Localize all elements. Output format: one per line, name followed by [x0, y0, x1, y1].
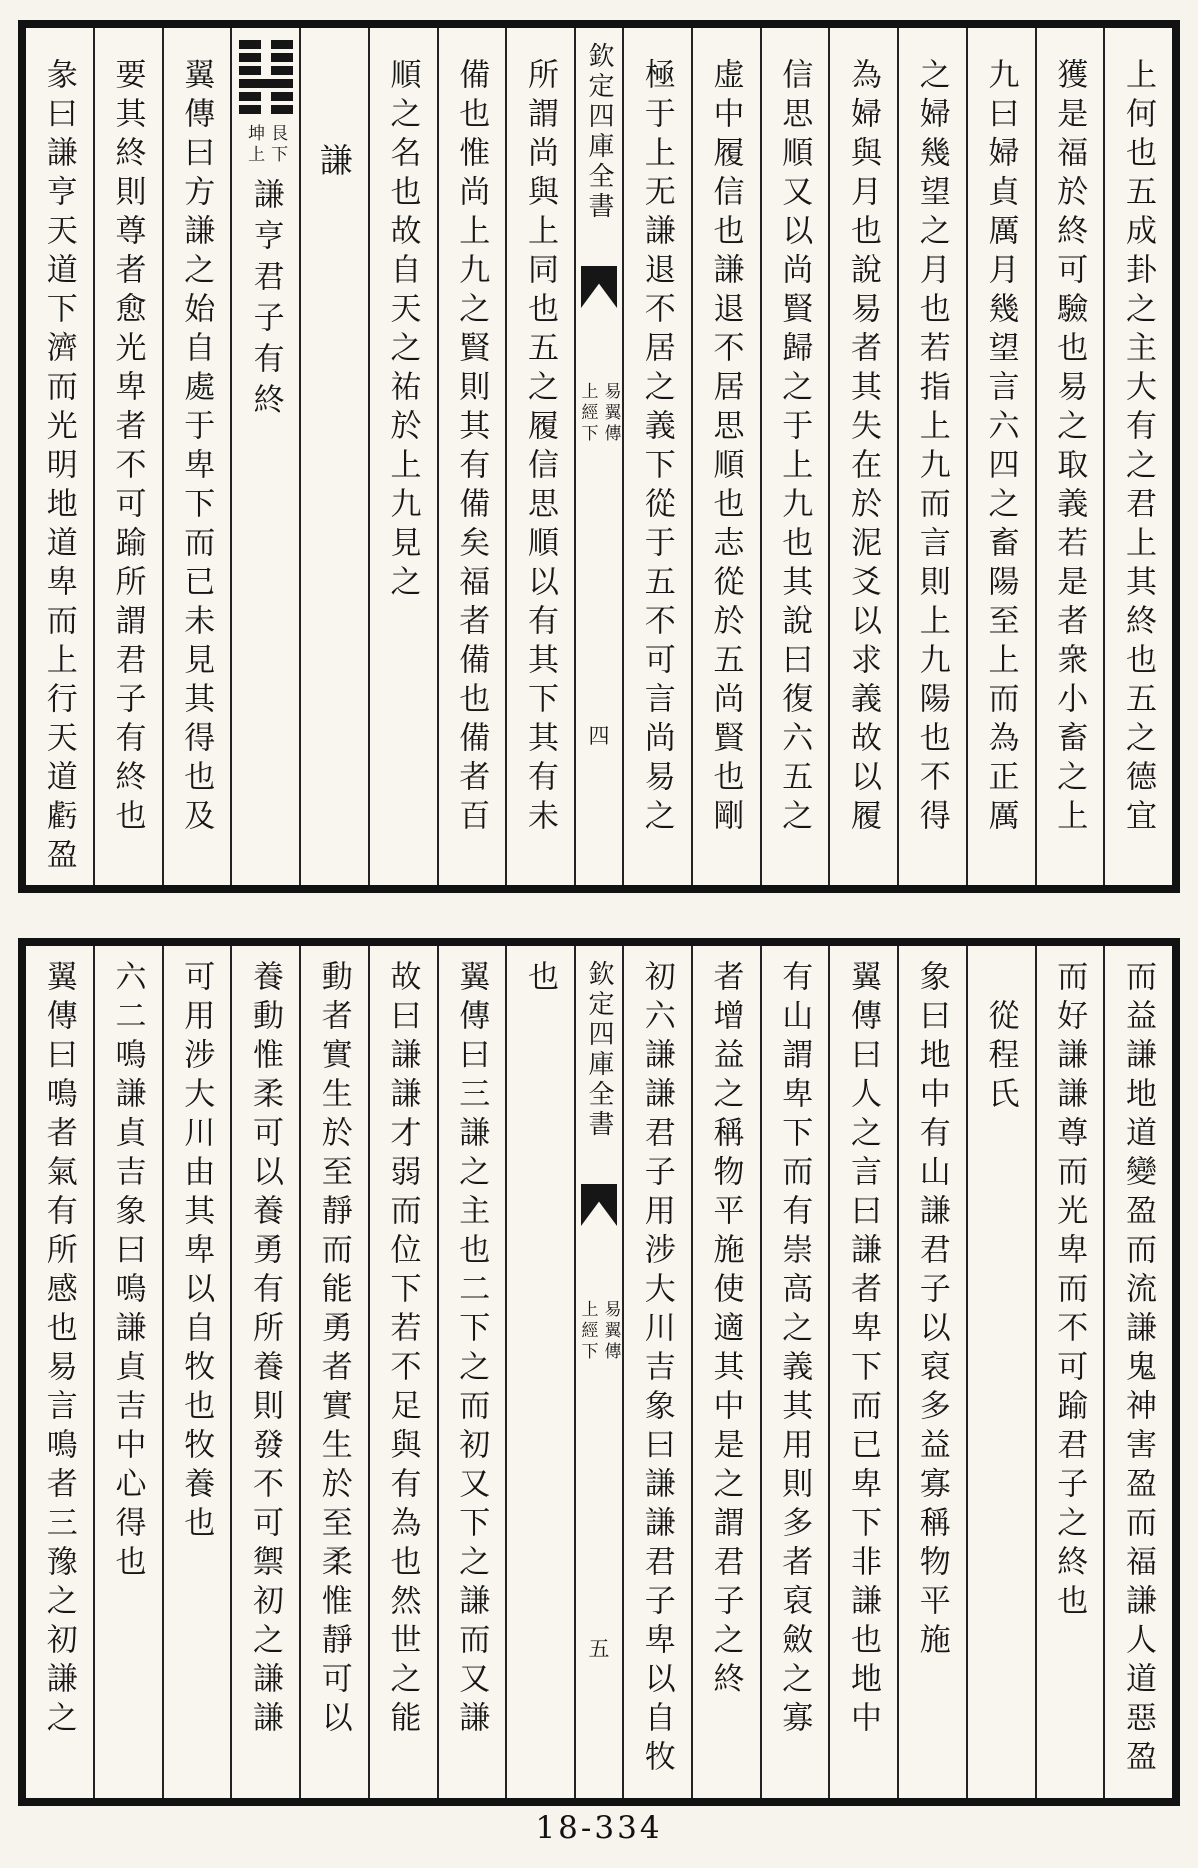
banxin-column — [574, 946, 622, 1798]
text-column: 備也惟尚上九之賢則其有備矣福者備也備者百 — [437, 28, 506, 885]
text-column: 極于上无謙退不居之義下從于五不可言尚易之 — [622, 28, 691, 885]
fishtail-icon — [581, 1184, 617, 1226]
hexagram-statement: 謙亨君子有終 — [247, 178, 284, 424]
banxin-title: 欽定四庫全書 — [584, 42, 614, 222]
text-column: 翼傳曰三謙之主也二下之而初又下之謙而又謙 — [437, 946, 506, 1798]
text-column: 初六謙謙君子用涉大川吉象曰謙謙君子卑以自牧 — [622, 946, 691, 1798]
banxin-section-label: 上經下 — [577, 382, 598, 445]
banxin-work-label: 易翼傳 — [600, 1300, 621, 1363]
fishtail-icon — [581, 266, 617, 308]
hexagram-figure — [239, 36, 293, 118]
text-column: 也 — [505, 946, 574, 1798]
banxin-page-number: 四 — [588, 724, 610, 748]
text-column: 而好謙謙尊而光卑而不可踰君子之終也 — [1035, 946, 1104, 1798]
text-column: 翼傳曰鳴者氣有所感也易言鳴者三豫之初謙之 — [40, 960, 77, 1740]
page-number: 18-334 — [535, 1810, 663, 1846]
bottom-page-block — [18, 938, 1180, 1806]
trigram-label-lower: 艮下 — [267, 124, 288, 166]
text-column: 要其終則尊者愈光卑者不可踰所謂君子有終也 — [93, 28, 162, 885]
banxin-labels — [578, 382, 621, 445]
text-column: 翼傳曰方謙之始自處于卑下而已未見其得也及 — [162, 28, 231, 885]
banxin-section-label: 上經下 — [577, 1300, 598, 1363]
text-column: 虚中履信也謙退不居思順也志從於五尚賢也剛 — [691, 28, 760, 885]
text-column: 順之名也故自天之祐於上九見之 — [368, 28, 437, 885]
banxin-page-number: 五 — [588, 1637, 610, 1661]
trigram-annotation — [244, 124, 287, 166]
banxin-work-label: 易翼傳 — [600, 382, 621, 445]
hexagram-name-column: 謙 — [299, 28, 368, 885]
text-column: 信思順又以尚賢歸之于上九也其說曰復六五之 — [760, 28, 829, 885]
text-column: 之婦幾望之月也若指上九而言則上九陽也不得 — [897, 28, 966, 885]
text-column: 為婦與月也說易者其失在於泥爻以求義故以履 — [828, 28, 897, 885]
top-page-block — [18, 20, 1180, 893]
text-column: 養動惟柔可以養勇有所養則發不可禦初之謙謙 — [230, 946, 299, 1798]
text-column: 象曰地中有山謙君子以裒多益寡稱物平施 — [897, 946, 966, 1798]
text-column: 有山謂卑下而有崇高之義其用則多者裒斂之寡 — [760, 946, 829, 1798]
banxin-title: 欽定四庫全書 — [584, 960, 614, 1140]
trigram-label-upper: 坤上 — [244, 124, 265, 166]
text-column: 所謂尚與上同也五之履信思順以有其下其有未 — [505, 28, 574, 885]
text-column: 動者實生於至靜而能勇者實生於至柔惟靜可以 — [299, 946, 368, 1798]
text-column: 可用涉大川由其卑以自牧也牧養也 — [162, 946, 231, 1798]
text-column: 從程氏 — [966, 946, 1035, 1798]
banxin-labels — [578, 1300, 621, 1363]
hexagram-column — [230, 28, 299, 885]
banxin-column — [574, 28, 622, 885]
text-column: 獲是福於終可驗也易之取義若是者衆小畜之上 — [1035, 28, 1104, 885]
text-column: 六二鳴謙貞吉象曰鳴謙貞吉中心得也 — [93, 946, 162, 1798]
text-column: 翼傳曰人之言曰謙者卑下而已卑下非謙也地中 — [828, 946, 897, 1798]
text-column: 上何也五成卦之主大有之君上其終也五之德宜 — [1103, 28, 1172, 885]
text-column: 故曰謙謙才弱而位下若不足與有為也然世之能 — [368, 946, 437, 1798]
text-column: 者增益之稱物平施使適其中是之謂君子之終 — [691, 946, 760, 1798]
text-column: 彖曰謙亨天道下濟而光明地道卑而上行天道虧盈 — [40, 58, 77, 877]
text-column: 九曰婦貞厲月幾望言六四之畜陽至上而為正厲 — [966, 28, 1035, 885]
text-column: 而益謙地道變盈而流謙鬼神害盈而福謙人道惡盈 — [1103, 946, 1172, 1798]
